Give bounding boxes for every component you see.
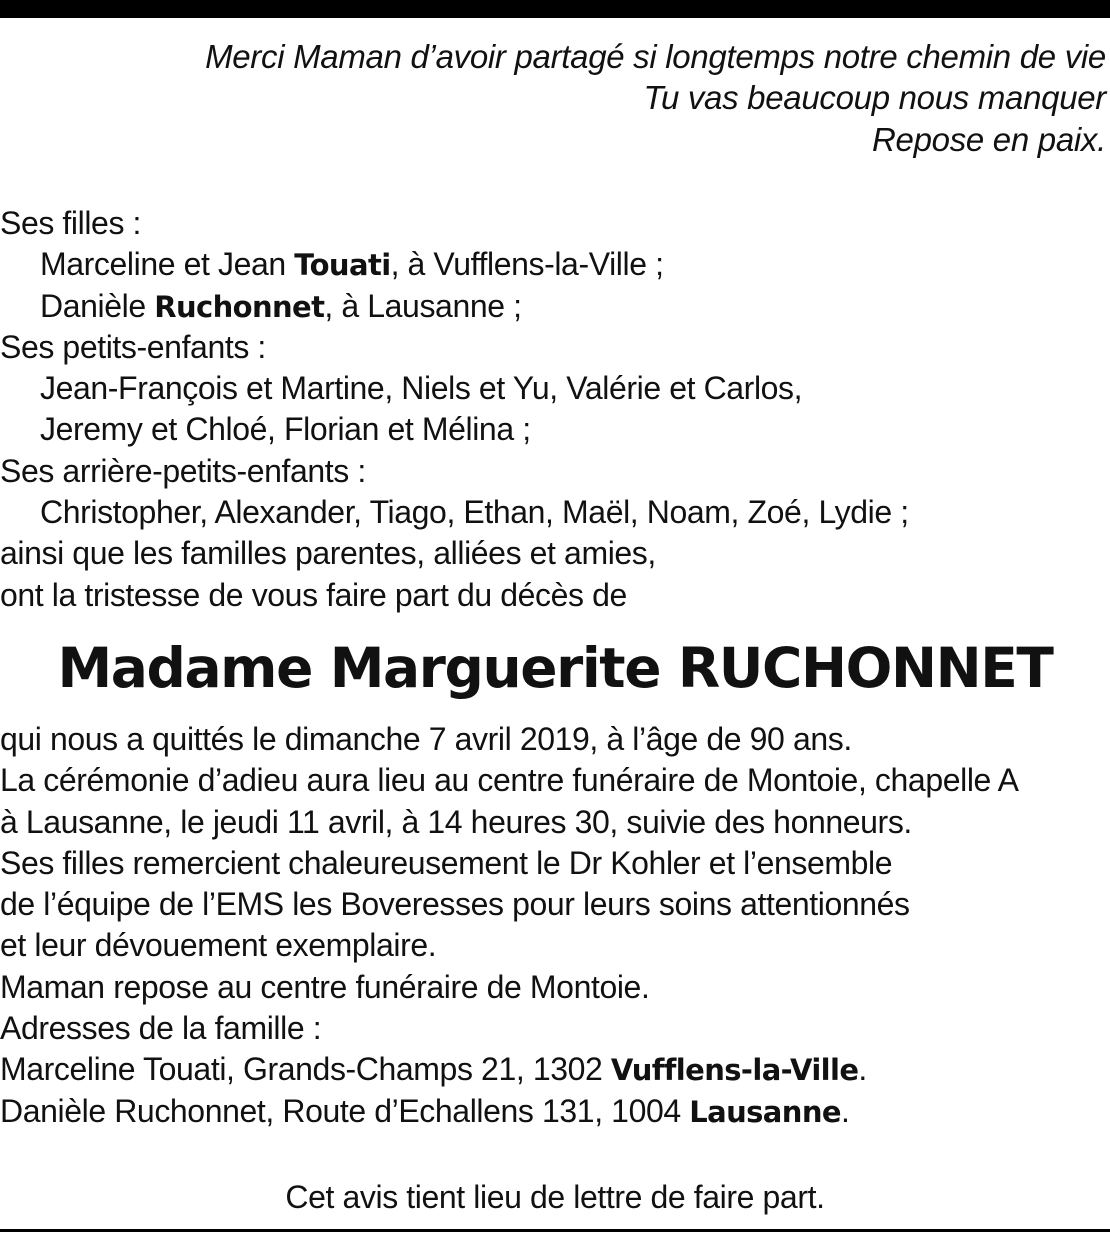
poem-line-1: Merci Maman d’avoir partagé si longtemps notre chemin de vie <box>205 38 1106 75</box>
details-block <box>0 719 1019 1132</box>
poem-line-3: Repose en paix. <box>872 120 1106 158</box>
daughter-2-surname: Ruchonnet <box>154 289 325 324</box>
top-rule <box>0 0 1110 18</box>
daughter-entry-2 <box>0 286 909 327</box>
relatives-line: ainsi que les familles parentes, alliées et amies, <box>0 535 656 572</box>
great-grandchildren-line-1: Christopher, Alexander, Tiago, Ethan, Maël, Noam, Zoé, Lydie ; <box>40 494 909 531</box>
bottom-rule <box>0 1229 1110 1232</box>
daughter-entry-1 <box>0 244 909 285</box>
family-list <box>0 203 909 616</box>
address-1 <box>0 1049 1019 1090</box>
address-1-pre: Marceline Touati, Grands-Champs 21, 1302 <box>0 1051 611 1088</box>
address-2 <box>0 1091 1019 1132</box>
grandchildren-line-2: Jeremy et Chloé, Florian et Mélina ; <box>40 411 531 448</box>
address-2-pre: Danièle Ruchonnet, Route d’Echallens 131, 1004 <box>0 1092 690 1129</box>
grandchildren-line-1: Jean-François et Martine, Niels et Yu, Valérie et Carlos, <box>40 370 803 407</box>
details-line-3: à Lausanne, le jeudi 11 avril, à 14 heures 30, suivie des honneurs. <box>0 803 912 840</box>
details-line-2: La cérémonie d’adieu aura lieu au centre funéraire de Montoie, chapelle A <box>0 762 1019 799</box>
closing-note: Cet avis tient lieu de lettre de faire part. <box>285 1179 825 1215</box>
details-line-6: et leur dévouement exemplaire. <box>0 927 437 964</box>
poem <box>205 36 1106 160</box>
address-2-city: Lausanne <box>689 1094 841 1129</box>
details-line-7: Maman repose au centre funéraire de Montoie. <box>0 968 650 1005</box>
deceased-name: Madame Marguerite RUCHONNET <box>57 636 1053 700</box>
daughter-2-post: , à Lausanne ; <box>324 287 522 324</box>
poem-line-2: Tu vas beaucoup nous manquer <box>643 79 1106 117</box>
daughter-1-pre: Marceline et Jean <box>40 246 295 283</box>
daughter-2-pre: Danièle <box>40 287 155 324</box>
daughter-1-post: , à Vufflens-la-Ville ; <box>390 246 664 283</box>
announcement-line: ont la tristesse de vous faire part du décès de <box>0 576 627 613</box>
address-2-post: . <box>840 1092 850 1129</box>
details-line-4: Ses filles remercient chaleureusement le Dr Kohler et l’ensemble <box>0 844 893 881</box>
daughters-heading: Ses filles : <box>0 205 142 241</box>
great-grandchildren-heading: Ses arrière-petits-enfants : <box>0 452 366 489</box>
details-line-1: qui nous a quittés le dimanche 7 avril 2019, à l’âge de 90 ans. <box>0 721 852 757</box>
address-1-city: Vufflens-la-Ville <box>610 1053 859 1088</box>
addresses-heading: Adresses de la famille : <box>0 1010 322 1047</box>
daughter-1-surname: Touati <box>294 248 391 283</box>
address-1-post: . <box>858 1051 867 1088</box>
grandchildren-heading: Ses petits-enfants : <box>0 328 266 365</box>
details-line-5: de l’équipe de l’EMS les Boveresses pour leurs soins attentionnés <box>0 886 910 923</box>
